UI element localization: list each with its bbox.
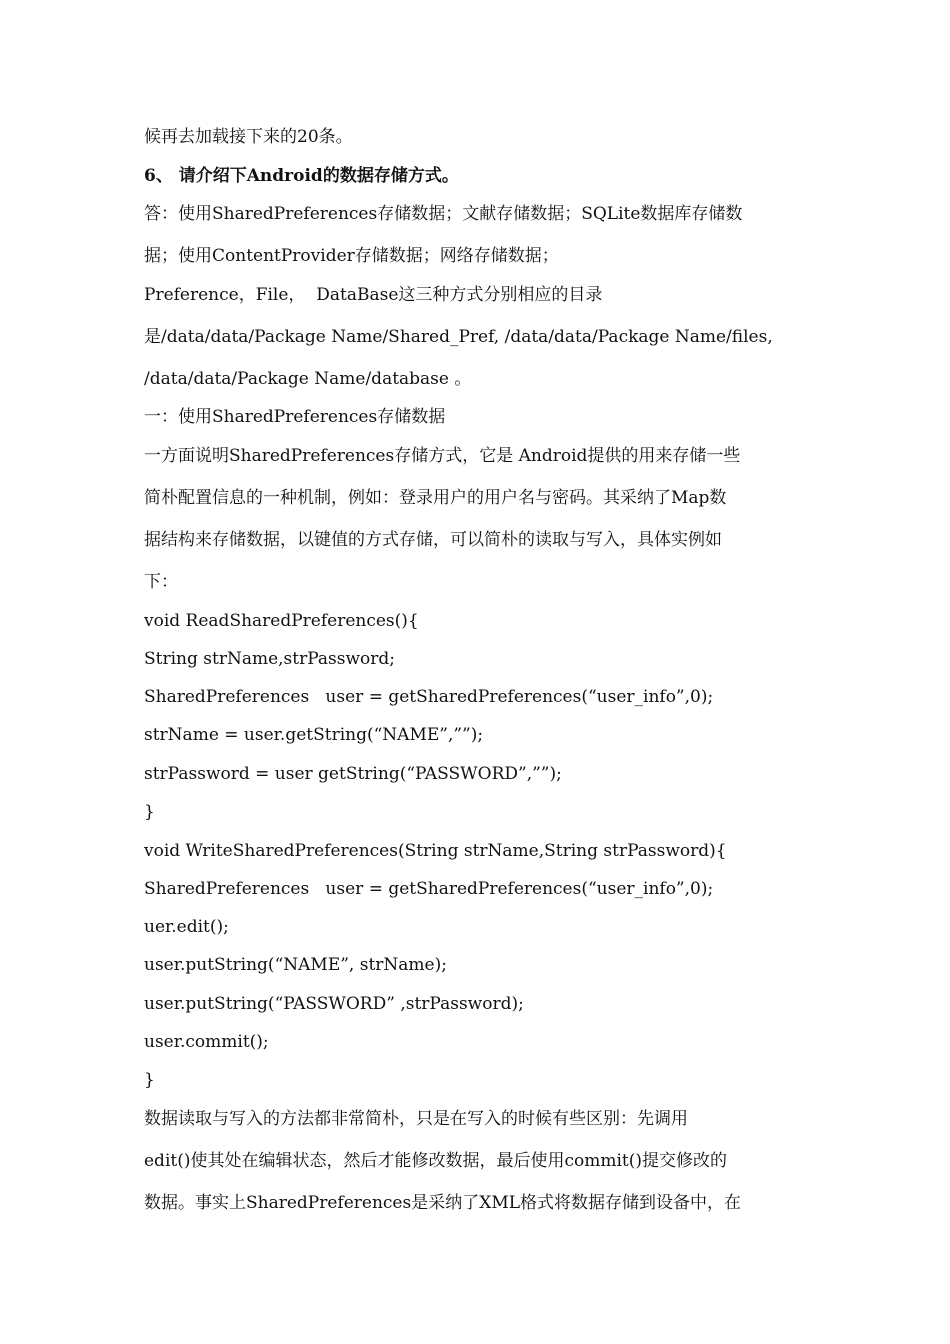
code-line: user.putString(“NAME”, strName);	[144, 955, 447, 975]
paragraph-line: 候再去加载接下来的20条。	[144, 127, 353, 147]
answer-line: 据；使用ContentProvider存储数据；网络存储数据；	[144, 246, 559, 266]
paragraph-line: 下：	[144, 572, 178, 592]
paragraph-line: Preference，File， DataBase这三种方式分别相应的目录	[144, 285, 603, 305]
paragraph-line: 数据。事实上SharedPreferences是采纳了XML格式将数据存储到设备中，在	[144, 1193, 742, 1213]
paragraph-line: 数据读取与写入的方法都非常简朴，只是在写入的时候有些区别：先调用	[144, 1109, 688, 1129]
code-line: SharedPreferences user = getSharedPreferences(“user_info”,0);	[144, 879, 714, 899]
code-line: }	[144, 802, 155, 822]
paragraph-line: edit()使其处在编辑状态，然后才能修改数据，最后使用commit()提交修改的	[144, 1151, 728, 1171]
section-heading: 一：使用SharedPreferences存储数据	[144, 407, 446, 427]
code-line: strPassword = user getString(“PASSWORD”,””);	[144, 764, 562, 784]
paragraph-line: 一方面说明SharedPreferences存储方式，它是 Android提供的用来存储一些	[144, 446, 741, 466]
code-line: user.commit();	[144, 1032, 269, 1052]
code-line: }	[144, 1070, 155, 1090]
code-line: void ReadSharedPreferences(){	[144, 611, 419, 631]
code-line: uer.edit();	[144, 917, 229, 937]
code-line: void WriteSharedPreferences(String strName,String strPassword){	[144, 841, 727, 861]
code-line: strName = user.getString(“NAME”,””);	[144, 725, 484, 745]
paragraph-line: 简朴配置信息的一种机制，例如：登录用户的用户名与密码。其采纳了Map数	[144, 488, 727, 508]
code-line: String strName,strPassword;	[144, 649, 396, 669]
paragraph-line: /data/data/Package Name/database 。	[144, 369, 472, 389]
paragraph-line: 是/data/data/Package Name/Shared_Pref, /data/data/Package Name/files,	[144, 327, 773, 347]
paragraph-line: 据结构来存储数据，以键值的方式存储，可以简朴的读取与写入，具体实例如	[144, 530, 722, 550]
code-line: SharedPreferences user = getSharedPreferences(“user_info”,0);	[144, 687, 714, 707]
question-heading: 6、 请介绍下Android的数据存储方式。	[144, 166, 459, 186]
code-line: user.putString(“PASSWORD” ,strPassword);	[144, 994, 524, 1014]
answer-line: 答：使用SharedPreferences存储数据；文献存储数据；SQLite数据库存储数	[144, 204, 743, 224]
